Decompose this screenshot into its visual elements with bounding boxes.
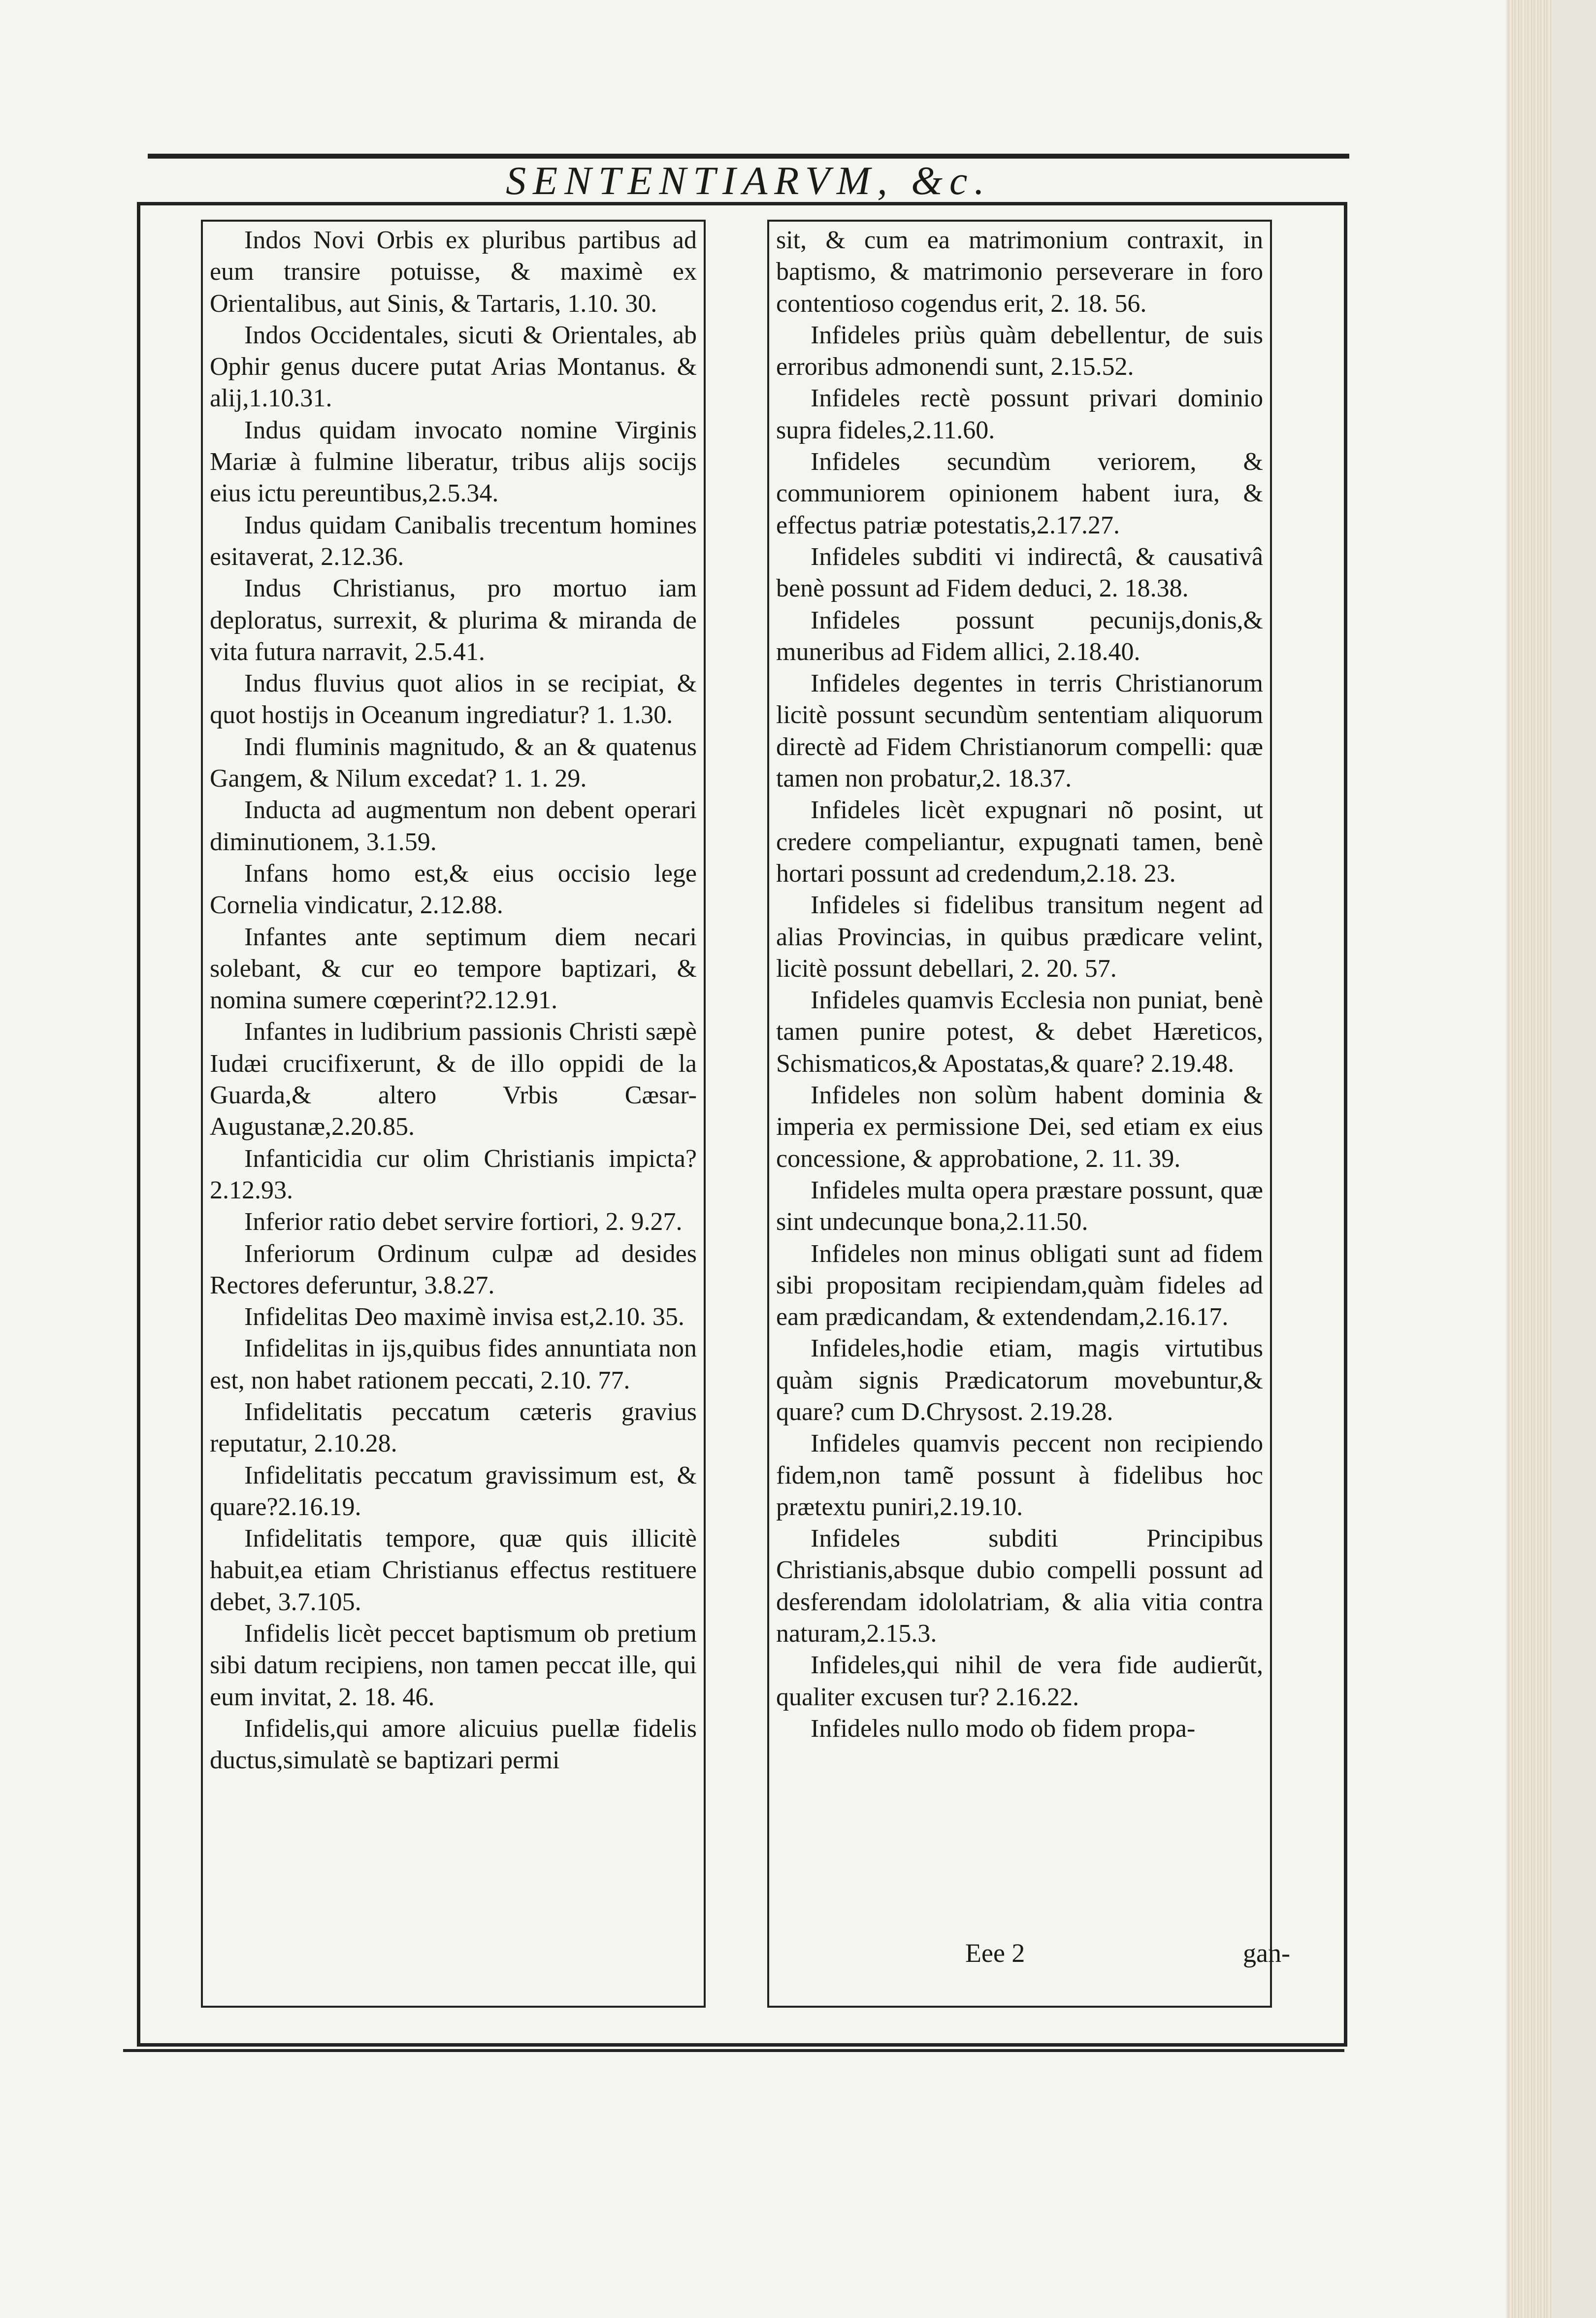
index-entry: Inducta ad augmentum non debent operari diminutionem, 3.1.59. (210, 796, 697, 856)
index-entry: Infantes in ludibrium passionis Christi sæpè Iudæi crucifixerunt, & de illo oppidi de la Guarda,& altero Vrbis Cæsar-Augustanæ,2.20.85. (210, 1018, 697, 1141)
index-entry: Infidelitas in ijs,quibus fides annuntiata non est, non habet rationem peccati, 2.10. 77. (210, 1334, 697, 1394)
page-edge (1506, 0, 1551, 2318)
index-entry: Infantes ante septimum diem necari solebant, & cur eo tempore baptizari, & nomina sumere cœperint?2.12.91. (210, 923, 697, 1015)
bottom-rule (123, 2049, 1344, 2052)
index-entry: Infidelis,qui amore alicuius puellæ fidelis ductus,simulatè se baptizari permi (210, 1714, 697, 1775)
index-entry: Infideles rectè possunt privari dominio supra fideles,2.11.60. (776, 384, 1263, 444)
page-footer (965, 1936, 1290, 1970)
index-entry: Infidelitatis peccatum gravissimum est, & quare?2.16.19. (210, 1461, 697, 1521)
index-entry: Infideles priùs quàm debellentur, de suis erroribus admonendi sunt, 2.15.52. (776, 321, 1263, 381)
index-entry: sit, & cum ea matrimonium contraxit, in baptismo, & matrimonio perseverare in foro contentioso cogendus erit, 2. 18. 56. (776, 226, 1263, 318)
index-entry: Inferior ratio debet servire fortiori, 2. 9.27. (244, 1208, 683, 1236)
index-entry: Indi fluminis magnitudo, & an & quatenus Gangem, & Nilum excedat? 1. 1. 29. (210, 732, 697, 793)
index-entry: Infanticidia cur olim Christianis impicta?2.12.93. (210, 1144, 697, 1204)
index-entry: Infideles subditi Principibus Christianis,absque dubio compelli possunt ad desferendam idololatriam, & alia vitia contra naturam,2.15.3. (776, 1524, 1263, 1648)
index-entry: Indos Novi Orbis ex pluribus partibus ad eum transire potuisse, & maximè ex Orientalibus, aut Sinis, & Tartaris, 1.10. 30. (210, 226, 697, 318)
left-column (201, 220, 706, 2008)
index-entry: Infideles,qui nihil de vera fide audierũt, qualiter excusen tur? 2.16.22. (776, 1651, 1263, 1711)
index-entry: Infideles quamvis Ecclesia non puniat, benè tamen punire potest, & debet Hæreticos, Schismaticos,& Apostatas,& quare? 2.19.48. (776, 986, 1263, 1078)
index-entry: Infidelitatis peccatum cæteris gravius reputatur, 2.10.28. (210, 1397, 697, 1458)
index-entry: Infideles,hodie etiam, magis virtutibus quàm signis Prædicatorum movebuntur,& quare? cum D.Chrysost. 2.19.28. (776, 1334, 1263, 1426)
index-entry: Infideles degentes in terris Christianorum licitè possunt secundùm sententiam aliquorum directè ad Fidem Christianorum compelli: quæ tamen non probatur,2. 18.37. (776, 669, 1263, 793)
index-entry: Indus Christianus, pro mortuo iam deploratus, surrexit, & plurima & miranda de vita futura narravit, 2.5.41. (210, 574, 697, 666)
index-entry: Infideles subditi vi indirectâ, & causativâ benè possunt ad Fidem deduci, 2. 18.38. (776, 542, 1263, 603)
index-entry: Infideles non minus obligati sunt ad fidem sibi propositam recipiendam,quàm fideles ad eam prædicandam, & extendendam,2.16.17. (776, 1239, 1263, 1331)
index-entry: Infideles quamvis peccent non recipiendo fidem,non tamẽ possunt à fidelibus hoc prætextu puniri,2.19.10. (776, 1429, 1263, 1521)
index-entry: Infidelis licèt peccet baptismum ob pretium sibi datum recipiens, non tamen peccat ille, qui eum invitat, 2. 18. 46. (210, 1620, 697, 1711)
index-entry: Indus quidam invocato nomine Virginis Mariæ à fulmine liberatur, tribus alijs socijs eius ictu pereuntibus,2.5.34. (210, 416, 697, 508)
running-head: SENTENTIARVM, &c. (506, 158, 991, 203)
text-block (201, 220, 1279, 2008)
catchword: gan- (1243, 1938, 1290, 1968)
index-entry: Indus quidam Canibalis trecentum homines esitaverat, 2.12.36. (210, 511, 697, 571)
index-entry: Infideles secundùm veriorem, & communiorem opinionem habent iura, & effectus patriæ potestatis,2.17.27. (776, 448, 1263, 539)
index-entry: Indus fluvius quot alios in se recipiat, & quot hostijs in Oceanum ingrediatur? 1. 1.30. (210, 669, 697, 729)
index-entry: Infideles licèt expugnari nõ posint, ut credere compeliantur, expugnati tamen, benè hortari possunt ad credendum,2.18. 23. (776, 796, 1263, 888)
index-entry: Infideles possunt pecunijs,donis,& muneribus ad Fidem allici, 2.18.40. (776, 606, 1263, 666)
index-entry: Inferiorum Ordinum culpæ ad desides Rectores deferuntur, 3.8.27. (210, 1239, 697, 1299)
index-entry: Infideles non solùm habent dominia & imperia ex permissione Dei, sed etiam ex eius concessione, & approbatione, 2. 11. 39. (776, 1081, 1263, 1173)
right-column (767, 220, 1272, 2008)
index-entry: Infans homo est,& eius occisio lege Cornelia vindicatur, 2.12.88. (210, 859, 697, 920)
index-entry: Infidelitas Deo maximè invisa est,2.10. 35. (244, 1303, 684, 1331)
signature-mark: Eee 2 (965, 1938, 1025, 1968)
index-entry: Indos Occidentales, sicuti & Orientales, ab Ophir genus ducere putat Arias Montanus. & alij,1.10.31. (210, 321, 697, 413)
index-entry: Infidelitatis tempore, quæ quis illicitè habuit,ea etiam Christianus effectus restituere debet, 3.7.105. (210, 1524, 697, 1616)
index-entry: Infideles si fidelibus transitum negent ad alias Provincias, in quibus prædicare velint, licitè possunt debellari, 2. 20. 57. (776, 891, 1263, 983)
index-entry: Infideles nullo modo ob fidem propa- (811, 1714, 1196, 1743)
index-entry: Infideles multa opera præstare possunt, quæ sint undecunque bona,2.11.50. (776, 1176, 1263, 1236)
